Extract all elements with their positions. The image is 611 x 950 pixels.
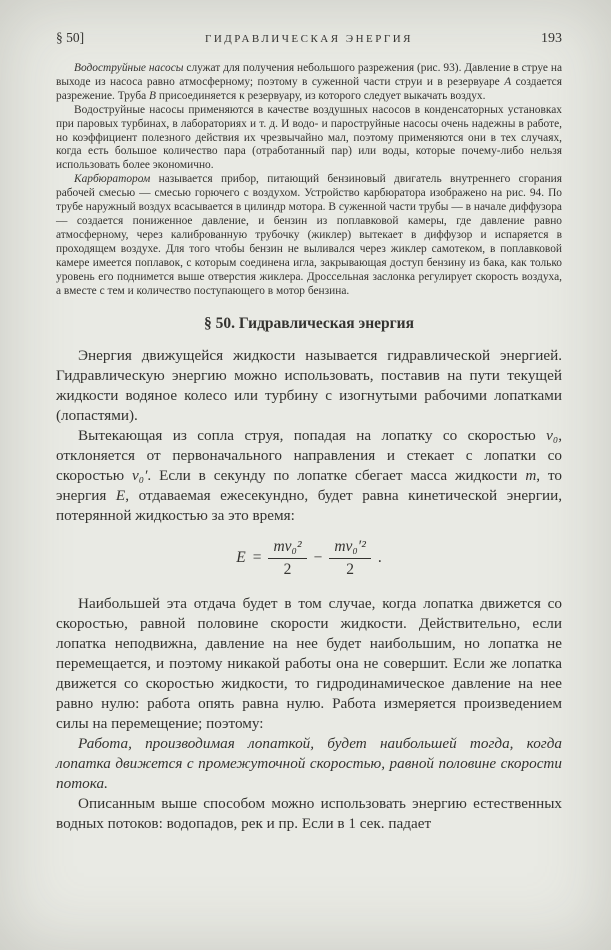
text-run: Карбюратором <box>74 173 151 186</box>
text-run: В <box>149 89 157 102</box>
paragraph-work-statement <box>56 734 562 794</box>
formula-period: . <box>377 549 382 567</box>
fraction-first <box>268 537 306 579</box>
text-run: E <box>115 487 126 505</box>
text-run: v₀ <box>546 427 559 445</box>
text-run: Описанным выше способом можно использовать энергию естественных водных потоков: водопадов, рек и пр. Если в 1 сек. падает <box>56 795 562 833</box>
section-marker: § 50] <box>56 30 85 45</box>
paragraph-max-output <box>56 594 562 734</box>
fraction-second-numerator: mv₀′² <box>329 537 371 558</box>
text-run: . Если в секунду по лопатке сбегает масса жидкости <box>147 467 526 485</box>
fraction-second-denominator: 2 <box>346 560 354 578</box>
page-number: 193 <box>541 31 562 46</box>
fraction-first-numerator: mv₀² <box>268 537 306 558</box>
minus-sign: − <box>313 549 323 567</box>
text-run: создается разрежение. Труба <box>56 75 562 102</box>
running-title: ГИДРАВЛИЧЕСКАЯ ЭНЕРГИЯ <box>204 33 414 45</box>
text-run: Вытекающая из сопла струя, попадая на лопатку со скоростью <box>78 427 547 445</box>
paragraph-carburetor <box>56 173 562 298</box>
text-run: Работа, производимая лопаткой, будет наибольшей тогда, когда лопатка движется с промежуточной скоростью, равной половине скорости потока. <box>56 735 562 793</box>
fraction-second <box>329 537 371 579</box>
equals-sign: = <box>252 549 262 567</box>
text-run: служат для получения небольшого разрежения (рис. 93). Давление в струе на выходе из насоса равно атмосферному; поэтому в суженной части струи и в резервуаре <box>56 62 562 88</box>
fraction-first-denominator: 2 <box>283 560 292 578</box>
text-run: , отклоняется от первоначального направления и стекает с лопатки со скоростью <box>56 427 562 485</box>
paragraph-natural-streams <box>56 794 562 834</box>
text-run: Энергия движущейся жидкости называется гидравлической энергией. Гидравлическую энергию можно использовать, поставив на пути текущей жидкости водяное колесо или турбину с изогнутыми рабочими лопатками (лопастями). <box>56 347 562 425</box>
paragraph-water-jet-pumps <box>56 62 562 104</box>
text-run: присоединяется к резервуару, из которого следует выкачать воздух. <box>156 89 486 102</box>
formula-lhs: E <box>236 549 246 567</box>
text-run: Водоструйные насосы применяются в качестве воздушных насосов в конденсаторных установках при паровых турбинах, в лабораториях и т. д. И водо- и пароструйные насосы очень надежны в работе, но коэффициент полезного действия их чрезвычайно мал, поэтому применяются они в тех случаях, когда есть большое количество пара (отработанный пар) или воды, которые почему-либо нельзя использовать более экономично. <box>56 103 562 172</box>
paragraph-pump-applications <box>56 104 562 174</box>
paragraph-hydraulic-energy-definition <box>56 346 562 426</box>
text-run: Наибольшей эта отдача будет в том случае, когда лопатка движется со скоростью, равной половине скорости жидкости. Действительно, если лопатка неподвижна, давление на нее будет наибольшим, но лопатка не перемещается, и поэтому никакой работы она не совершит. Если же лопатка движется со скоростью жидкости, то гидродинамическое давление на нее равно нулю: работа опять равна нулю. Работа измеряется произведением силы на перемещение; поэтому: <box>56 595 562 733</box>
text-run: называется прибор, питающий бензиновый двигатель внутреннего сгорания рабочей смесью — смесью горючего с воздухом. Устройство карбюратора изображено на рис. 94. По трубе наружный воздух всасывается в цилиндр мотора. В суженной части трубы — в начале диффузора — создается пониженное давление, и бензин из поплавковой камеры, где давление равно атмосферному, через калиброванную трубочку (жиклер) вытекает в диффузор и испаряется в проходящем воздухе. Для того чтобы бензин не выливался через жиклер самотеком, в поплавковой камере имеется поплавок, с которым соединена игла, закрывающая доступ бензину из бака, как только уровень его поднимется выше отверстия жиклера. Дроссельная заслонка регулирует скорость воздуха, а вместе с тем и количество поступающего в мотор бензина. <box>56 173 562 297</box>
text-run: , то энергия <box>56 467 562 505</box>
text-run: А <box>504 75 512 88</box>
text-run: Водоструйные насосы <box>74 62 184 74</box>
text-run: m <box>525 467 537 485</box>
paragraph-jet-on-blade <box>56 426 562 526</box>
text-run: v₀′ <box>132 467 148 485</box>
section-heading: § 50. Гидравлическая энергия <box>204 315 414 333</box>
text-run: , отдаваемая ежесекундно, будет равна кинетической энергии, потерянной жидкостью за это время: <box>56 487 562 525</box>
formula-kinetic-energy <box>56 537 562 579</box>
page-header <box>56 30 562 47</box>
